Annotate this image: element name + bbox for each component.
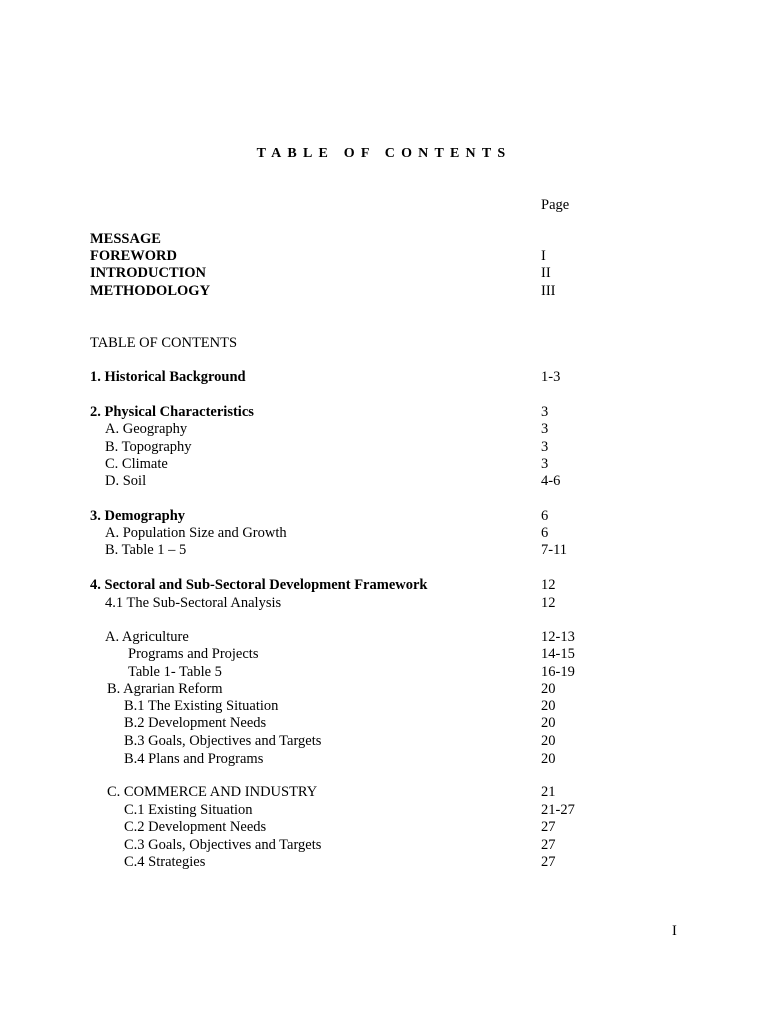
toc-entry-label: B. Agrarian Reform <box>107 681 223 697</box>
toc-entry <box>0 698 768 715</box>
toc-entry <box>0 508 768 525</box>
toc-entry-label: B. Topography <box>105 439 192 455</box>
toc-entry-label: A. Population Size and Growth <box>105 525 287 541</box>
toc-entry-label: TABLE OF CONTENTS <box>90 335 238 351</box>
toc-entry <box>0 802 768 819</box>
toc-entry <box>0 283 768 300</box>
toc-entry <box>0 404 768 421</box>
toc-entry-label: B.2 Development Needs <box>124 715 267 731</box>
toc-entry <box>0 231 768 248</box>
toc-entry-page: 12 <box>541 595 556 611</box>
toc-entry <box>0 715 768 732</box>
toc-entry-page: 6 <box>541 525 549 541</box>
toc-entry-page: 3 <box>541 404 549 420</box>
page-number: I <box>672 923 677 939</box>
toc-entry-page: 20 <box>541 733 556 749</box>
toc-entry-label: C.3 Goals, Objectives and Targets <box>124 837 322 853</box>
toc-entry-page: 16-19 <box>541 664 575 680</box>
toc-entry-page: 20 <box>541 698 556 714</box>
toc-entry-label: 3. Demography <box>90 508 186 524</box>
toc-entry-label: FOREWORD <box>90 248 177 264</box>
toc-entry-page: 6 <box>541 508 549 524</box>
toc-entry-page: I <box>541 248 546 264</box>
toc-entry <box>0 751 768 768</box>
toc-entry-label: C. Climate <box>105 456 168 472</box>
toc-entry <box>0 456 768 473</box>
toc-entry <box>0 819 768 836</box>
toc-entry-page: 3 <box>541 421 549 437</box>
toc-entry-page: 27 <box>541 837 556 853</box>
toc-entry-page: 14-15 <box>541 646 575 662</box>
toc-entry <box>0 369 768 386</box>
toc-entry-page: II <box>541 265 551 281</box>
toc-entry <box>0 646 768 663</box>
toc-entry-label: D. Soil <box>105 473 147 489</box>
toc-entry-page: 20 <box>541 681 556 697</box>
document-title: TABLE OF CONTENTS <box>256 146 512 161</box>
toc-entry <box>0 473 768 490</box>
toc-entry <box>0 248 768 265</box>
toc-entry-label: B.4 Plans and Programs <box>124 751 264 767</box>
toc-entry-page: 7-11 <box>541 542 568 558</box>
toc-entry <box>0 595 768 612</box>
toc-entry-label: C.1 Existing Situation <box>124 802 253 818</box>
toc-entry <box>0 837 768 854</box>
toc-entry-label: 4.1 The Sub-Sectoral Analysis <box>105 595 282 611</box>
toc-entry <box>0 664 768 681</box>
toc-entry-label: 2. Physical Characteristics <box>90 404 254 420</box>
toc-entry-label: 1. Historical Background <box>90 369 246 385</box>
toc-entry <box>0 629 768 646</box>
toc-entry <box>0 542 768 559</box>
toc-entry-label: METHODOLOGY <box>90 283 211 299</box>
toc-entry <box>0 733 768 750</box>
toc-entry-page: 21 <box>541 784 556 800</box>
toc-entry-page: 21-27 <box>541 802 575 818</box>
toc-entry-page: 3 <box>541 456 549 472</box>
toc-entry-page: 20 <box>541 751 556 767</box>
toc-entry-page: 4-6 <box>541 473 561 489</box>
toc-entry-page: III <box>541 283 556 299</box>
toc-entry <box>0 335 768 352</box>
toc-entry-page: 27 <box>541 819 556 835</box>
toc-entry-label: C.4 Strategies <box>124 854 206 870</box>
toc-entry <box>0 681 768 698</box>
toc-entry <box>0 265 768 282</box>
toc-entry <box>0 439 768 456</box>
toc-entry-label: A. Geography <box>105 421 188 437</box>
toc-entry <box>0 854 768 871</box>
toc-entry-label: Programs and Projects <box>128 646 259 662</box>
toc-entry-page: 12 <box>541 577 556 593</box>
toc-entry-label: C.2 Development Needs <box>124 819 267 835</box>
toc-entry-page: 20 <box>541 715 556 731</box>
toc-entry-label: INTRODUCTION <box>90 265 207 281</box>
toc-entry-label: C. COMMERCE AND INDUSTRY <box>107 784 318 800</box>
toc-entry-label: 4. Sectoral and Sub-Sectoral Development Framework <box>90 577 428 593</box>
toc-entry <box>0 525 768 542</box>
toc-entry-label: MESSAGE <box>90 231 161 247</box>
toc-entry <box>0 421 768 438</box>
toc-entry-label: A. Agriculture <box>105 629 189 645</box>
toc-entry-page: 12-13 <box>541 629 575 645</box>
toc-entry <box>0 784 768 801</box>
toc-entry-page: 27 <box>541 854 556 870</box>
toc-entry-label: B. Table 1 – 5 <box>105 542 187 558</box>
toc-entry-label: B.3 Goals, Objectives and Targets <box>124 733 322 749</box>
toc-entry-page: 1-3 <box>541 369 561 385</box>
toc-entry <box>0 577 768 594</box>
toc-entry-page: 3 <box>541 439 549 455</box>
toc-entry-label: B.1 The Existing Situation <box>124 698 279 714</box>
page-column-header: Page <box>541 197 570 213</box>
toc-entry-label: Table 1- Table 5 <box>128 664 222 680</box>
